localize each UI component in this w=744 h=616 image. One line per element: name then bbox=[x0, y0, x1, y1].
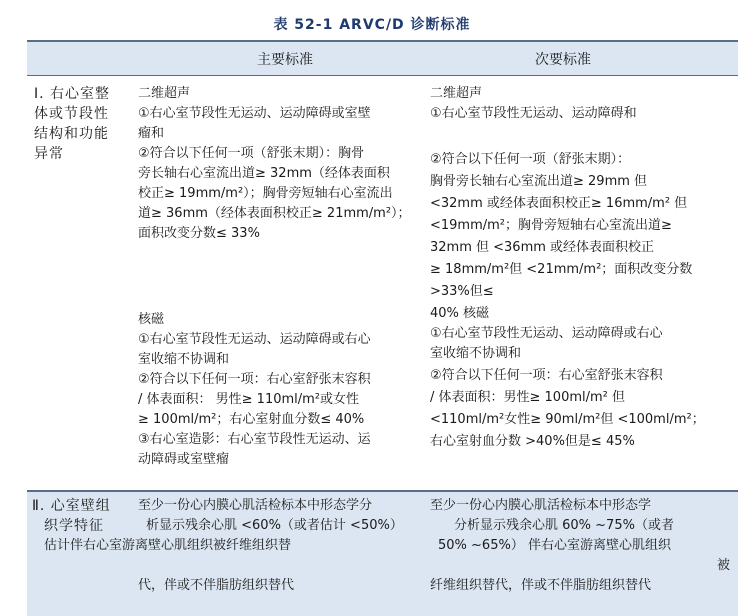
header-minor-criteria: 次要标准 bbox=[535, 52, 591, 68]
minor-echo-line: 二维超声 bbox=[430, 86, 483, 101]
major-mri-line: 核磁 bbox=[138, 312, 165, 327]
row1-label-line: 体或节段性 bbox=[34, 106, 109, 122]
row2-major-line: 析显示残余心肌 <60%（或者估计 <50%） bbox=[146, 518, 403, 533]
minor-mri-line: ①右心室节段性无运动、运动障碍或右心 bbox=[430, 326, 663, 341]
major-mri-line: 动障碍或室壁瘤 bbox=[138, 452, 230, 467]
major-mri-line: / 体表面积： 男性≥ 110ml/m²或女性 bbox=[138, 392, 360, 407]
row2-label-line: 织学特征 bbox=[44, 518, 104, 534]
row2-minor-line: 50% ~65%） 伴右心室游离壁心肌组织 bbox=[438, 538, 671, 553]
major-echo-line: 道≥ 36mm（经体表面积校正≥ 21mm/m²）； bbox=[138, 206, 411, 221]
table-row-structure bbox=[27, 78, 738, 482]
minor-echo-line: <32mm 或经体表面积校正≥ 16mm/m² 但 bbox=[430, 196, 688, 211]
minor-echo-line: ①右心室节段性无运动、运动障碍和 bbox=[430, 106, 637, 121]
row1-label-line: 异常 bbox=[34, 146, 64, 162]
major-echo-line: 面积改变分数≤ 33% bbox=[138, 226, 260, 241]
row2-minor-line: 被 bbox=[716, 558, 730, 573]
major-echo-line: 校正≥ 19mm/m²）；胸骨旁短轴右心室流出 bbox=[138, 186, 393, 201]
table-header bbox=[27, 40, 738, 76]
minor-mri-line: ②符合以下任何一项：右心室舒张末容积 bbox=[430, 368, 663, 383]
minor-mri-line: <110ml/m²女性≥ 90ml/m²但 <100ml/m²； bbox=[430, 412, 705, 427]
row2-major-line: 至少一份心内膜心肌活检标本中形态学分 bbox=[138, 498, 373, 513]
row2-minor-tail: 纤维组织替代，伴或不伴脂肪组织替代 bbox=[430, 578, 652, 593]
major-mri-line: ③右心室造影：右心室节段性无运动、运 bbox=[138, 432, 371, 447]
major-mri-line: ≥ 100ml/m²；右心室射血分数≤ 40% bbox=[138, 412, 365, 427]
row1-label-line: Ⅰ. 右心室整 bbox=[34, 86, 111, 102]
header-major-criteria: 主要标准 bbox=[257, 52, 313, 68]
minor-mri-line: / 体表面积：男性≥ 100ml/m² 但 bbox=[430, 390, 626, 405]
minor-echo-line: 32mm 但 <36mm 或经体表面积校正 bbox=[430, 240, 655, 255]
row2-major-tail: 代，伴或不伴脂肪组织替代 bbox=[138, 578, 295, 593]
row1-label-line: 结构和功能 bbox=[34, 126, 109, 142]
minor-mri-line: 室收缩不协调和 bbox=[430, 346, 522, 361]
major-echo-line: 二维超声 bbox=[138, 86, 191, 101]
minor-echo-line: 胸骨旁长轴右心室流出道≥ 29mm 但 bbox=[430, 174, 648, 189]
minor-echo-line: ≥ 18mm/m²但 <21mm/m²；面积改变分数 bbox=[430, 262, 693, 277]
minor-echo-line: 40% 核磁 bbox=[430, 306, 490, 321]
minor-echo-line: <19mm/m²；胸骨旁短轴右心室流出道≥ bbox=[430, 218, 672, 233]
table-title: 表 52-1 ARVC/D 诊断标准 bbox=[273, 17, 471, 33]
major-echo-line: ②符合以下任何一项（舒张末期）：胸骨 bbox=[138, 146, 365, 161]
major-echo-line: 瘤和 bbox=[138, 126, 165, 141]
minor-echo-line: >33%但≤ bbox=[430, 284, 494, 299]
major-echo-line: 旁长轴右心室流出道≥ 32mm（经体表面积 bbox=[138, 166, 390, 181]
minor-echo-line: ②符合以下任何一项（舒张末期）： bbox=[430, 152, 631, 167]
row2-minor-line: 至少一份心内膜心肌活检标本中形态学 bbox=[430, 498, 652, 513]
major-mri-line: ①右心室节段性无运动、运动障碍或右心 bbox=[138, 332, 371, 347]
row2-label-line: Ⅱ. 心室壁组 bbox=[32, 498, 111, 514]
major-mri-line: ②符合以下任何一项：右心室舒张末容积 bbox=[138, 372, 371, 387]
table-row-histology bbox=[27, 490, 738, 616]
major-mri-line: 室收缩不协调和 bbox=[138, 352, 230, 367]
row2-minor-line: 分析显示残余心肌 60% ~75%（或者 bbox=[454, 518, 674, 533]
minor-mri-line: 右心室射血分数 >40%但是≤ 45% bbox=[430, 434, 635, 449]
row2-label-line: 估计伴右心室游离壁心肌组织被纤维组织替 bbox=[44, 538, 292, 553]
major-echo-line: ①右心室节段性无运动、运动障碍或室壁 bbox=[138, 106, 371, 121]
